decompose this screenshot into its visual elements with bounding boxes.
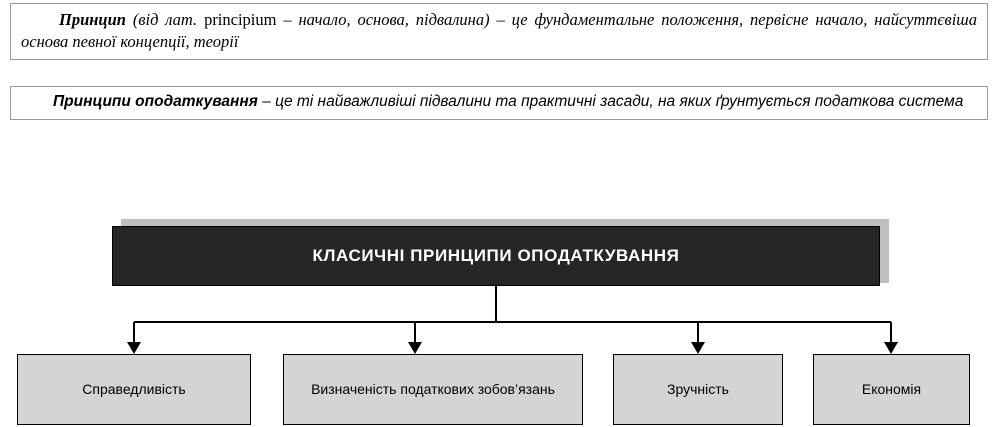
diagram-leaf-node-economy — [813, 354, 970, 425]
taxation-principles-term: Принципи оподаткування — [53, 93, 258, 110]
taxation-principles-definition-box — [10, 86, 988, 120]
diagram-leaf-label-3: Економія — [861, 380, 922, 397]
diagram-header-label: КЛАСИЧНІ ПРИНЦИПИ ОПОДАТКУВАННЯ — [312, 246, 680, 265]
taxation-principles-body: – це ті найважливіші підвалини та практичні засади, на яких ґрунтується податкова система — [257, 93, 964, 110]
diagram-leaf-label-0: Справедливість — [82, 380, 186, 397]
diagram-leaf-label-1: Визначеність податкових зобов’язань — [311, 380, 555, 397]
diagram-leaf-label-2: Зручність — [667, 380, 729, 397]
principle-body-pre: (від лат. — [125, 10, 205, 29]
principle-definition-text — [21, 9, 977, 53]
diagram-leaf-node-convenience — [613, 354, 783, 425]
diagram-header-node — [112, 226, 880, 286]
arrowhead-1 — [408, 342, 422, 354]
diagram-leaf-node-certainty — [283, 354, 583, 425]
arrowhead-0 — [127, 342, 141, 354]
principle-definition-box — [10, 3, 988, 60]
arrowhead-3 — [884, 342, 898, 354]
principle-latin-term: principium — [204, 10, 277, 29]
diagram-leaf-node-fairness — [17, 354, 251, 425]
principle-body-post: – начало, основа, підвалина) – це фундаментальне положення, первісне начало, найсуттєвіша основа певної концепції, теорії — [21, 10, 977, 52]
taxation-principles-definition-text — [21, 92, 977, 113]
arrowhead-2 — [691, 342, 705, 354]
principle-term: Принцип — [59, 10, 126, 29]
